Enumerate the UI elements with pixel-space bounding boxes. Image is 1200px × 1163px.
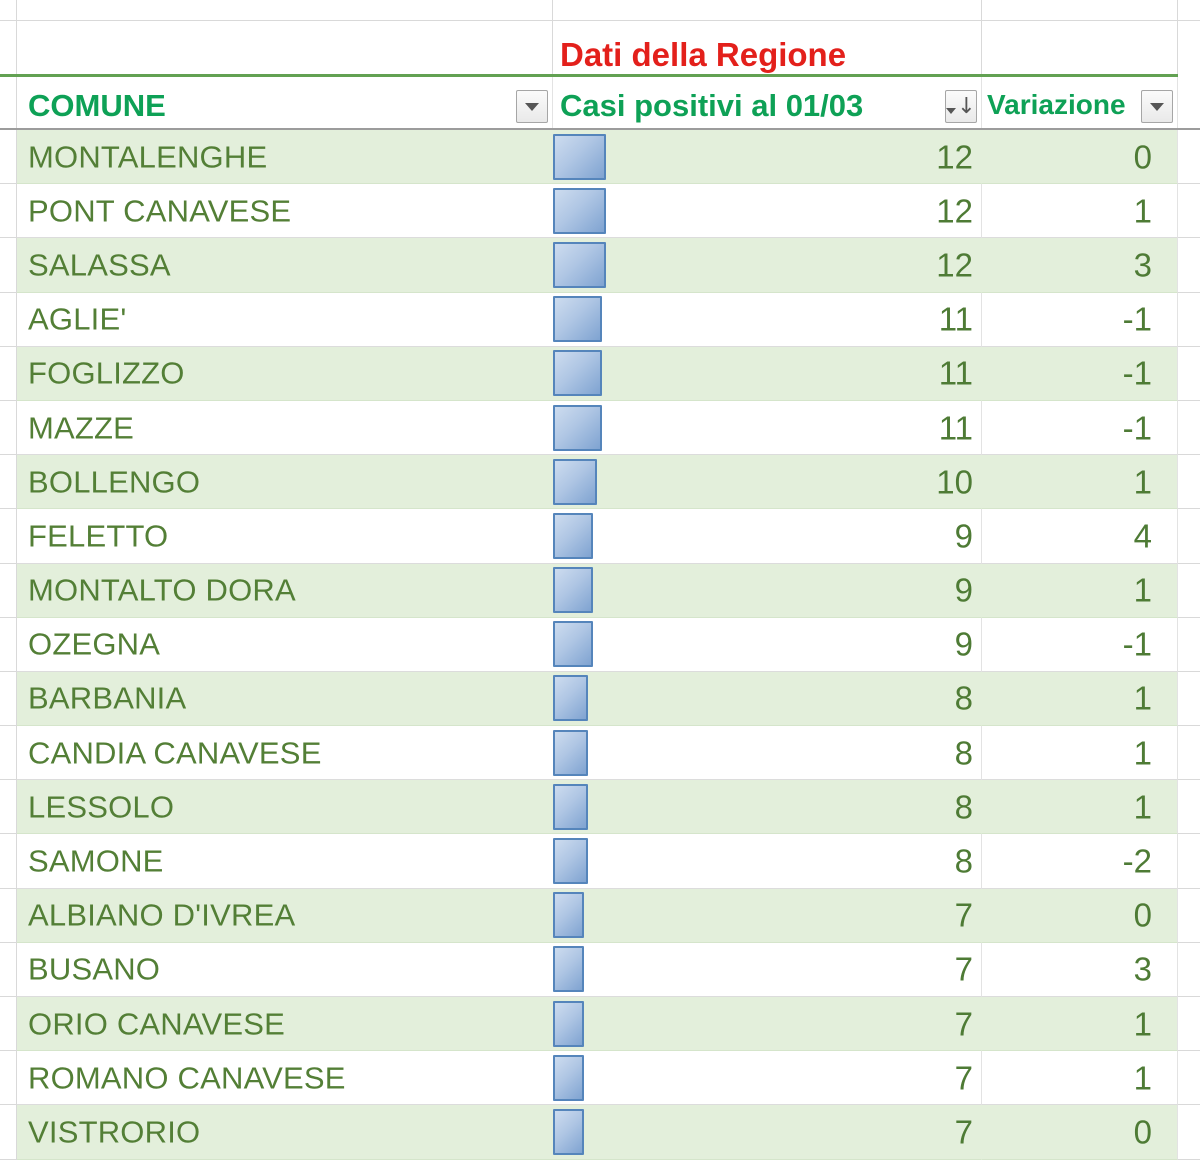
data-bar <box>553 513 593 559</box>
comune-name: SALASSA <box>28 247 171 283</box>
table-row <box>0 401 1200 455</box>
comune-name: OZEGNA <box>28 626 161 662</box>
grid-cell[interactable] <box>982 0 1178 21</box>
casi-value: 8 <box>954 842 973 880</box>
casi-value: 7 <box>954 1113 973 1151</box>
grid-cell[interactable] <box>0 184 17 238</box>
grid-cell[interactable] <box>1178 618 1200 672</box>
data-bar <box>553 567 593 613</box>
variazione-cell[interactable] <box>982 943 1178 997</box>
casi-value: 12 <box>936 246 973 284</box>
variazione-value: 0 <box>1133 1113 1152 1151</box>
variazione-cell[interactable] <box>982 618 1178 672</box>
comune-name: ROMANO CANAVESE <box>28 1060 346 1096</box>
comune-cell[interactable] <box>17 401 553 455</box>
data-bar <box>553 838 588 884</box>
variazione-value: 4 <box>1133 517 1152 555</box>
table-row <box>0 672 1200 726</box>
data-bar <box>553 675 588 721</box>
comune-cell[interactable] <box>17 889 553 943</box>
variazione-value: 1 <box>1133 679 1152 717</box>
comune-cell[interactable] <box>17 1105 553 1159</box>
filter-dropdown-icon <box>525 103 539 111</box>
grid-cell[interactable] <box>0 834 17 888</box>
casi-cell[interactable] <box>553 455 982 509</box>
variazione-value: 3 <box>1133 950 1152 988</box>
casi-value: 9 <box>954 571 973 609</box>
comune-cell[interactable] <box>17 293 553 347</box>
table-row <box>0 347 1200 401</box>
data-bar <box>553 459 597 505</box>
grid-cell[interactable] <box>0 997 17 1051</box>
casi-sort-filter-button[interactable] <box>945 90 977 123</box>
variazione-cell[interactable] <box>982 564 1178 618</box>
variazione-value: 1 <box>1133 788 1152 826</box>
grid-cell[interactable] <box>0 21 17 74</box>
comune-cell[interactable] <box>17 509 553 563</box>
grid-cell[interactable] <box>17 0 553 21</box>
variazione-cell[interactable] <box>982 293 1178 347</box>
grid-cell[interactable] <box>1178 943 1200 997</box>
region-title-cell[interactable] <box>553 21 982 74</box>
table-row <box>0 1105 1200 1159</box>
variazione-value: 0 <box>1133 138 1152 176</box>
grid-cell[interactable] <box>0 0 17 21</box>
comune-cell[interactable] <box>17 347 553 401</box>
casi-value: 12 <box>936 192 973 230</box>
filter-dropdown-icon <box>1150 103 1164 111</box>
grid-cell[interactable] <box>1178 780 1200 834</box>
variazione-value: 0 <box>1133 896 1152 934</box>
comune-cell[interactable] <box>17 1051 553 1105</box>
grid-cell[interactable] <box>1178 997 1200 1051</box>
grid-cell[interactable] <box>0 1105 17 1159</box>
grid-cell[interactable] <box>982 21 1178 74</box>
comune-cell[interactable] <box>17 943 553 997</box>
grid-cell[interactable] <box>1178 77 1200 128</box>
casi-cell[interactable] <box>553 1105 982 1159</box>
casi-cell[interactable] <box>553 726 982 780</box>
comune-cell[interactable] <box>17 672 553 726</box>
comune-name: PONT CANAVESE <box>28 193 292 229</box>
data-bar <box>553 405 602 451</box>
grid-cell[interactable] <box>0 401 17 455</box>
data-bar <box>553 350 602 396</box>
casi-value: 8 <box>954 788 973 826</box>
grid-cell[interactable] <box>553 0 982 21</box>
casi-cell[interactable] <box>553 1051 982 1105</box>
variazione-value: -1 <box>1122 300 1152 338</box>
casi-value: 10 <box>936 463 973 501</box>
table-row <box>0 726 1200 780</box>
casi-cell[interactable] <box>553 509 982 563</box>
grid-cell[interactable] <box>0 618 17 672</box>
table-row <box>0 130 1200 184</box>
grid-cell[interactable] <box>0 943 17 997</box>
column-header-variazione[interactable] <box>982 77 1178 128</box>
casi-cell[interactable] <box>553 401 982 455</box>
variazione-value: -2 <box>1122 842 1152 880</box>
table-row <box>0 780 1200 834</box>
casi-cell[interactable] <box>553 834 982 888</box>
grid-cell[interactable] <box>0 238 17 292</box>
variazione-value: -1 <box>1122 354 1152 392</box>
variazione-cell[interactable] <box>982 509 1178 563</box>
casi-value: 7 <box>954 1059 973 1097</box>
casi-value: 9 <box>954 517 973 555</box>
grid-cell[interactable] <box>1178 1105 1200 1159</box>
grid-cell[interactable] <box>1178 401 1200 455</box>
casi-header-label: Casi positivi al 01/03 <box>560 88 864 123</box>
grid-cell[interactable] <box>1178 293 1200 347</box>
table-row <box>0 834 1200 888</box>
table-body <box>0 130 1200 1160</box>
comune-cell[interactable] <box>17 238 553 292</box>
comune-header-label: COMUNE <box>28 88 166 123</box>
comune-cell[interactable] <box>17 997 553 1051</box>
casi-value: 8 <box>954 679 973 717</box>
variazione-cell[interactable] <box>982 130 1178 184</box>
variazione-cell[interactable] <box>982 889 1178 943</box>
casi-cell[interactable] <box>553 997 982 1051</box>
variazione-value: 3 <box>1133 246 1152 284</box>
comune-name: FELETTO <box>28 518 169 554</box>
grid-cell[interactable] <box>1178 564 1200 618</box>
variazione-value: 1 <box>1133 734 1152 772</box>
comune-cell[interactable] <box>17 780 553 834</box>
casi-value: 7 <box>954 1005 973 1043</box>
variazione-value: -1 <box>1122 409 1152 447</box>
grid-cell[interactable] <box>1178 889 1200 943</box>
grid-cell[interactable] <box>0 347 17 401</box>
casi-cell[interactable] <box>553 347 982 401</box>
comune-name: MAZZE <box>28 410 135 446</box>
data-bar <box>553 188 606 234</box>
casi-cell[interactable] <box>553 618 982 672</box>
casi-value: 11 <box>938 409 973 447</box>
column-header-comune[interactable] <box>17 77 553 128</box>
casi-cell[interactable] <box>553 672 982 726</box>
data-bar <box>553 1109 584 1155</box>
table-row <box>0 943 1200 997</box>
variazione-value: 1 <box>1133 192 1152 230</box>
table-row <box>0 293 1200 347</box>
casi-cell[interactable] <box>553 184 982 238</box>
table-row <box>0 889 1200 943</box>
grid-cell[interactable] <box>0 780 17 834</box>
data-bar <box>553 784 588 830</box>
grid-cell[interactable] <box>0 1051 17 1105</box>
data-bar <box>553 946 584 992</box>
comune-name: LESSOLO <box>28 789 175 825</box>
region-title: Dati della Regione <box>560 36 847 73</box>
variazione-cell[interactable] <box>982 455 1178 509</box>
table-row <box>0 618 1200 672</box>
grid-cell[interactable] <box>1178 672 1200 726</box>
grid-cell[interactable] <box>0 455 17 509</box>
table-header-row <box>0 77 1200 130</box>
casi-cell[interactable] <box>553 564 982 618</box>
grid-cell[interactable] <box>0 130 17 184</box>
variazione-cell[interactable] <box>982 672 1178 726</box>
sort-descending-icon: ↓ <box>957 93 976 119</box>
table-row <box>0 455 1200 509</box>
data-bar <box>553 621 593 667</box>
empty-grid-row <box>0 0 1200 21</box>
variazione-cell[interactable] <box>982 347 1178 401</box>
variazione-value: 1 <box>1133 463 1152 501</box>
comune-filter-button[interactable] <box>516 90 548 123</box>
variazione-cell[interactable] <box>982 726 1178 780</box>
grid-cell[interactable] <box>1178 130 1200 184</box>
casi-cell[interactable] <box>553 943 982 997</box>
table-row <box>0 238 1200 292</box>
variazione-cell[interactable] <box>982 1105 1178 1159</box>
variazione-cell[interactable] <box>982 834 1178 888</box>
variazione-value: 1 <box>1133 1059 1152 1097</box>
casi-cell[interactable] <box>553 130 982 184</box>
grid-cell[interactable] <box>0 672 17 726</box>
title-row <box>0 21 1200 74</box>
comune-name: CANDIA CANAVESE <box>28 735 322 771</box>
table-row <box>0 1051 1200 1105</box>
grid-cell[interactable] <box>1178 21 1200 74</box>
comune-name: BOLLENGO <box>28 464 201 500</box>
comune-name: VISTRORIO <box>28 1114 201 1150</box>
comune-name: AGLIE' <box>28 301 127 337</box>
comune-name: SAMONE <box>28 843 164 879</box>
casi-cell[interactable] <box>553 238 982 292</box>
casi-value: 9 <box>954 625 973 663</box>
table-row <box>0 564 1200 618</box>
casi-value: 7 <box>954 950 973 988</box>
comune-name: BARBANIA <box>28 680 187 716</box>
grid-cell[interactable] <box>1178 834 1200 888</box>
grid-cell[interactable] <box>1178 184 1200 238</box>
grid-cell[interactable] <box>0 726 17 780</box>
casi-value: 7 <box>954 896 973 934</box>
data-bar <box>553 892 584 938</box>
comune-name: MONTALENGHE <box>28 139 268 175</box>
grid-cell[interactable] <box>17 21 553 74</box>
comune-cell[interactable] <box>17 564 553 618</box>
data-bar <box>553 730 588 776</box>
grid-cell[interactable] <box>1178 1051 1200 1105</box>
casi-value: 12 <box>936 138 973 176</box>
comune-cell[interactable] <box>17 184 553 238</box>
grid-cell[interactable] <box>0 77 17 128</box>
grid-cell[interactable] <box>0 293 17 347</box>
comune-name: MONTALTO DORA <box>28 572 296 608</box>
filter-dropdown-icon <box>946 108 956 114</box>
grid-cell[interactable] <box>0 509 17 563</box>
comune-cell[interactable] <box>17 834 553 888</box>
variazione-filter-button[interactable] <box>1141 90 1173 123</box>
comune-name: FOGLIZZO <box>28 355 185 391</box>
variazione-cell[interactable] <box>982 401 1178 455</box>
casi-value: 11 <box>938 300 973 338</box>
casi-value: 8 <box>954 734 973 772</box>
data-bar <box>553 296 602 342</box>
casi-value: 11 <box>938 354 973 392</box>
table-row <box>0 997 1200 1051</box>
variazione-cell[interactable] <box>982 997 1178 1051</box>
variazione-cell[interactable] <box>982 184 1178 238</box>
variazione-header-label: Variazione <box>987 89 1126 120</box>
column-header-casi-positivi[interactable] <box>553 77 982 128</box>
comune-cell[interactable] <box>17 618 553 672</box>
grid-cell[interactable] <box>1178 347 1200 401</box>
table-row <box>0 184 1200 238</box>
comune-name: BUSANO <box>28 951 161 987</box>
variazione-value: 1 <box>1133 571 1152 609</box>
grid-cell[interactable] <box>1178 0 1200 21</box>
variazione-cell[interactable] <box>982 1051 1178 1105</box>
data-bar <box>553 1001 584 1047</box>
grid-cell[interactable] <box>1178 455 1200 509</box>
table-row <box>0 509 1200 563</box>
comune-cell[interactable] <box>17 130 553 184</box>
casi-cell[interactable] <box>553 293 982 347</box>
comune-cell[interactable] <box>17 726 553 780</box>
comune-cell[interactable] <box>17 455 553 509</box>
grid-cell[interactable] <box>0 889 17 943</box>
comune-name: ORIO CANAVESE <box>28 1006 285 1042</box>
data-bar <box>553 134 606 180</box>
variazione-cell[interactable] <box>982 238 1178 292</box>
data-bar <box>553 1055 584 1101</box>
variazione-cell[interactable] <box>982 780 1178 834</box>
comune-name: ALBIANO D'IVREA <box>28 897 296 933</box>
grid-cell[interactable] <box>1178 726 1200 780</box>
variazione-value: -1 <box>1122 625 1152 663</box>
grid-cell[interactable] <box>1178 509 1200 563</box>
casi-cell[interactable] <box>553 889 982 943</box>
data-bar <box>553 242 606 288</box>
grid-cell[interactable] <box>0 564 17 618</box>
grid-cell[interactable] <box>1178 238 1200 292</box>
casi-cell[interactable] <box>553 780 982 834</box>
variazione-value: 1 <box>1133 1005 1152 1043</box>
